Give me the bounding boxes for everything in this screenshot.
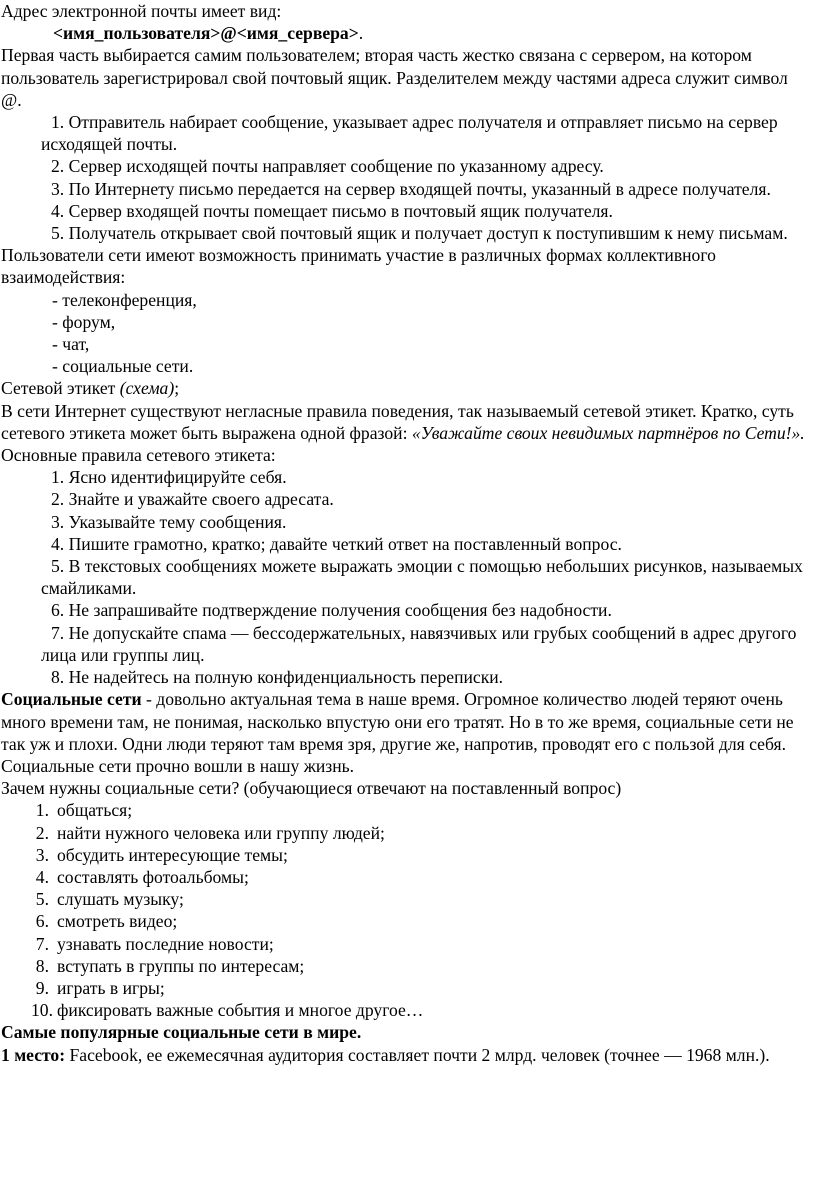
etiquette-rule: 3. Указывайте тему сообщения. — [51, 511, 287, 532]
popular-heading-text: Самые популярные социальные сети в мире. — [1, 1022, 362, 1043]
list-item-text: играть в игры; — [57, 977, 165, 998]
social-term: Социальные сети — [1, 689, 142, 710]
list-item — [1, 799, 810, 821]
list-item — [1, 955, 810, 977]
list-item — [1, 933, 810, 955]
list-item-number: 10. — [31, 1000, 53, 1021]
list-item-text: обсудить интересующие темы; — [57, 844, 288, 865]
collab-list — [1, 289, 810, 378]
list-item-text: общаться; — [57, 800, 133, 821]
first-place-paragraph — [1, 1044, 810, 1066]
list-item — [1, 866, 810, 888]
list-item-number: 5. — [35, 889, 49, 910]
list-item-number: 2. — [35, 822, 49, 843]
list-item — [1, 977, 810, 999]
social-question: Зачем нужны социальные сети? (обучающиеся отвечают на поставленный вопрос) — [1, 778, 622, 799]
list-item-number: 7. — [35, 933, 49, 954]
etiquette-rule: 7. Не допускайте спама — бессодержательных, навязчивых или грубых сообщений в адрес другого лица или группы лиц. — [41, 622, 797, 665]
list-item-text: смотреть видео; — [57, 911, 178, 932]
etiquette-rule: 6. Не запрашивайте подтверждение получения сообщения без надобности. — [51, 600, 612, 621]
collab-item: - социальные сети. — [52, 356, 194, 377]
email-formula-text: <имя_пользователя>@<имя_сервера> — [53, 23, 359, 44]
email-formula-end: . — [358, 23, 364, 44]
social-paragraph-text: - довольно актуальная тема в наше время. Огромное количество людей теряют очень много времени там, не понимая, насколько впустую они его тратят. Но в то же время, социальные сети не так уж и плохи. Одни люди теряют там время зря, другие же, напротив, проводят его с пользой для себя. Социальные сети прочно вошли в нашу жизнь. — [1, 689, 794, 776]
email-formula — [1, 22, 810, 44]
etiquette-heading-note: (схема) — [119, 378, 175, 399]
etiquette-heading — [1, 377, 810, 399]
list-item-text: вступать в группы по интересам; — [57, 955, 305, 976]
email-step: 3. По Интернету письмо передается на сервер входящей почты, указанный в адресе получателя. — [51, 178, 771, 199]
list-item — [1, 910, 810, 932]
list-item — [1, 844, 810, 866]
list-item — [1, 822, 810, 844]
first-place-label: 1 место: — [1, 1044, 66, 1065]
email-intro: Адрес электронной почты имеет вид: — [1, 1, 282, 21]
list-item-text: слушать музыку; — [57, 889, 184, 910]
etiquette-rule: 2. Знайте и уважайте своего адресата. — [51, 489, 334, 510]
etiquette-rule: 5. В текстовых сообщениях можете выражать эмоции с помощью небольших рисунков, называемых смайликами. — [41, 556, 803, 599]
list-item-number: 9. — [35, 977, 49, 998]
email-step: 1. Отправитель набирает сообщение, указывает адрес получателя и отправляет письмо на сервер исходящей почты. — [41, 112, 778, 155]
list-item-number: 3. — [35, 844, 49, 865]
etiquette-rules-intro: Основные правила сетевого этикета: — [1, 445, 276, 466]
etiquette-rule: 1. Ясно идентифицируйте себя. — [51, 467, 287, 488]
etiquette-paragraph — [1, 400, 810, 444]
list-item-number: 1. — [35, 800, 49, 821]
email-step: 4. Сервер входящей почты помещает письмо в почтовый ящик получателя. — [51, 200, 613, 221]
etiquette-rules-list — [1, 466, 810, 688]
popular-heading — [1, 1021, 810, 1043]
first-place-text: Facebook, ее ежемесячная аудитория составляет почти 2 млрд. человек (точнее — 1968 млн.). — [65, 1044, 770, 1065]
etiquette-heading-text: Сетевой этикет — [1, 378, 120, 399]
collab-item: - форум, — [52, 311, 116, 332]
email-steps-list — [1, 111, 810, 244]
list-item-text: фиксировать важные события и многое другое… — [57, 1000, 424, 1021]
list-item — [1, 888, 810, 910]
list-item-text: узнавать последние новости; — [57, 933, 274, 954]
etiquette-motto: «Уважайте своих невидимых партнёров по Сети!». — [411, 422, 805, 443]
email-paragraph: Первая часть выбирается самим пользователем; вторая часть жестко связана с сервером, на котором пользователь зарегистрировал свой почтовый ящик. Разделителем между частями адреса служит символ @. — [1, 45, 788, 110]
etiquette-rule: 4. Пишите грамотно, кратко; давайте четкий ответ на поставленный вопрос. — [51, 533, 622, 554]
email-step: 5. Получатель открывает свой почтовый ящик и получает доступ к поступившим к нему письмам. — [51, 223, 788, 244]
etiquette-heading-end: ; — [174, 378, 180, 399]
etiquette-rule: 8. Не надейтесь на полную конфиденциальность переписки. — [51, 667, 504, 688]
collab-item: - чат, — [52, 334, 90, 355]
list-item — [1, 999, 810, 1021]
list-item-number: 6. — [35, 911, 49, 932]
social-reasons-list — [1, 799, 810, 1021]
etiquette-paragraph-text: В сети Интернет существуют негласные правила поведения, так называемый сетевой этикет. Кратко, суть сетевого этикета может быть выражена одной фразой: — [1, 400, 794, 443]
list-item-text: найти нужного человека или группу людей; — [57, 822, 385, 843]
social-paragraph — [1, 688, 810, 777]
collab-item: - телеконференция, — [52, 289, 197, 310]
collab-paragraph: Пользователи сети имеют возможность принимать участие в различных формах коллективного взаимодействия: — [1, 245, 716, 288]
email-step: 2. Сервер исходящей почты направляет сообщение по указанному адресу. — [51, 156, 604, 177]
list-item-number: 4. — [35, 866, 49, 887]
list-item-number: 8. — [35, 955, 49, 976]
list-item-text: составлять фотоальбомы; — [57, 866, 249, 887]
